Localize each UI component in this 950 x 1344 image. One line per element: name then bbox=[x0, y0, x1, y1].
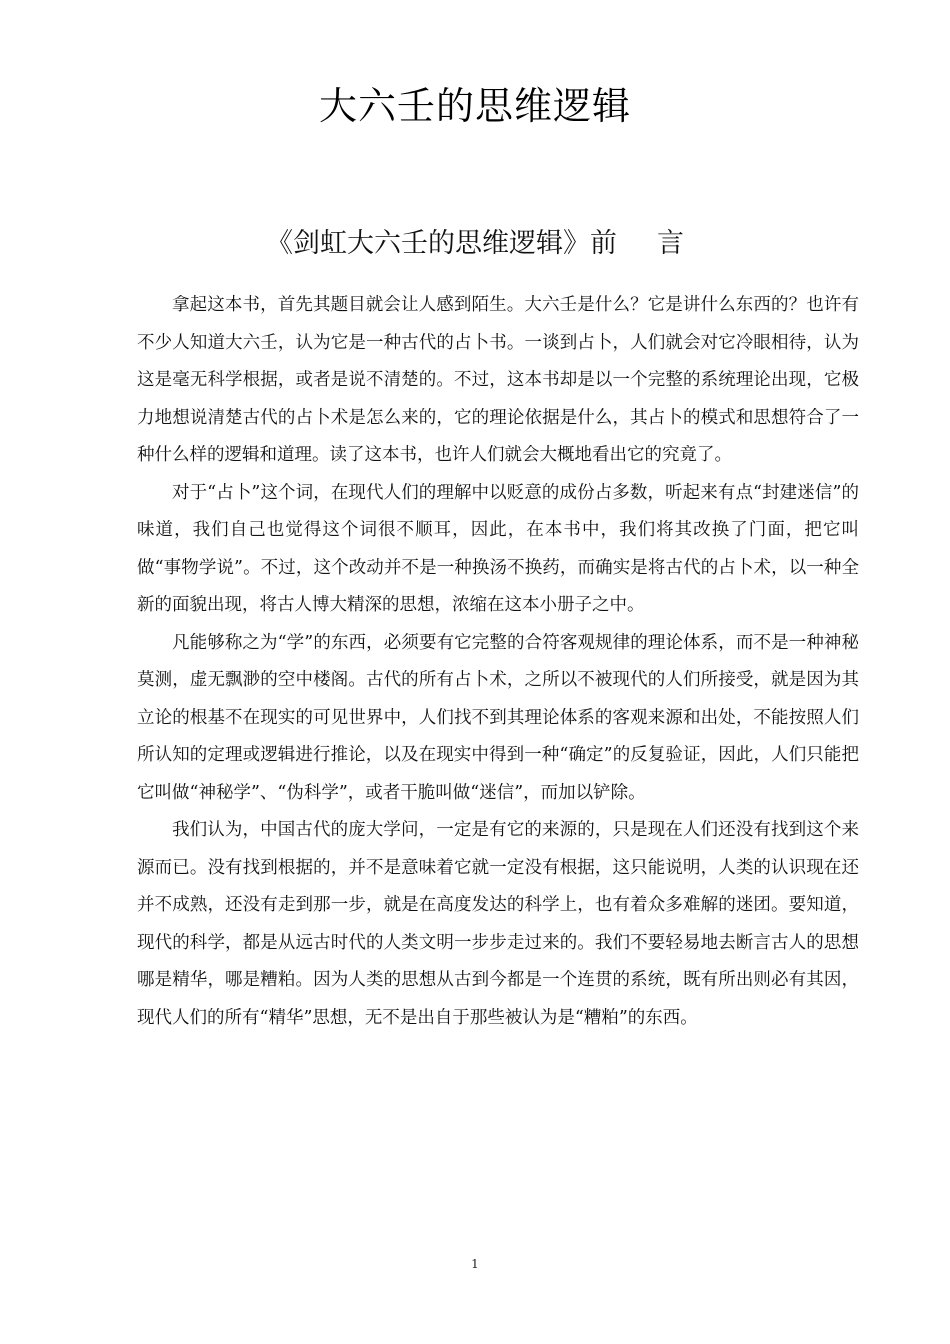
page-number: 1 bbox=[471, 1257, 479, 1271]
preface-heading-main: 《剑虹大六壬的思维逻辑》前 bbox=[266, 228, 617, 259]
preface-body bbox=[137, 287, 859, 1037]
paragraph: 对于“占卜”这个词，在现代人们的理解中以贬意的成份占多数，听起来有点“封建迷信”的味道，我们自己也觉得这个词很不顺耳，因此，在本书中，我们将其改换了门面，把它叫做“事物学说”。不过，这个改动并不是一种换汤不换药，而确实是将古代的占卜术，以一种全新的面貌出现，将古人博大精深的思想，浓缩在这本小册子之中。 bbox=[137, 482, 859, 615]
paragraph: 凡能够称之为“学”的东西，必须要有它完整的合符客观规律的理论体系，而不是一种神秘莫测，虚无飘渺的空中楼阁。古代的所有占卜术，之所以不被现代的人们所接受，就是因为其立论的根基不在现实的可见世界中，人们找不到其理论体系的客观来源和出处，不能按照人们所认知的定理或逻辑进行推论，以及在现实中得到一种“确定”的反复验证，因此，人们只能把它叫做“神秘学”、“伪科学”，或者干脆叫做“迷信”，而加以铲除。 bbox=[137, 632, 859, 803]
paragraph: 拿起这本书，首先其题目就会让人感到陌生。大六壬是什么？它是讲什么东西的？也许有不少人知道大六壬，认为它是一种古代的占卜书。一谈到占卜，人们就会对它冷眼相待，认为这是毫无科学根据，或者是说不清楚的。不过，这本书却是以一个完整的系统理论出现，它极力地想说清楚古代的占卜术是怎么来的，它的理论依据是什么，其占卜的模式和思想符合了一种什么样的逻辑和道理。读了这本书，也许人们就会大概地看出它的究竟了。 bbox=[137, 295, 859, 465]
paragraph: 我们认为，中国古代的庞大学问，一定是有它的来源的，只是现在人们还没有找到这个来源而已。没有找到根据的，并不是意味着它就一定没有根据，这只能说明，人类的认识现在还并不成熟，还没有走到那一步，就是在高度发达的科学上，也有着众多难解的迷团。要知道，现代的科学，都是从远古时代的人类文明一步步走过来的。我们不要轻易地去断言古人的思想哪是精华，哪是糟粕。因为人类的思想从古到今都是一个连贯的系统，既有所出则必有其因，现代人们的所有“精华”思想，无不是出自于那些被认为是“糟粕”的东西。 bbox=[137, 820, 859, 1028]
document-title: 大六壬的思维逻辑 bbox=[318, 84, 631, 128]
preface-heading bbox=[0, 224, 950, 264]
preface-heading-last-char: 言 bbox=[657, 228, 684, 259]
